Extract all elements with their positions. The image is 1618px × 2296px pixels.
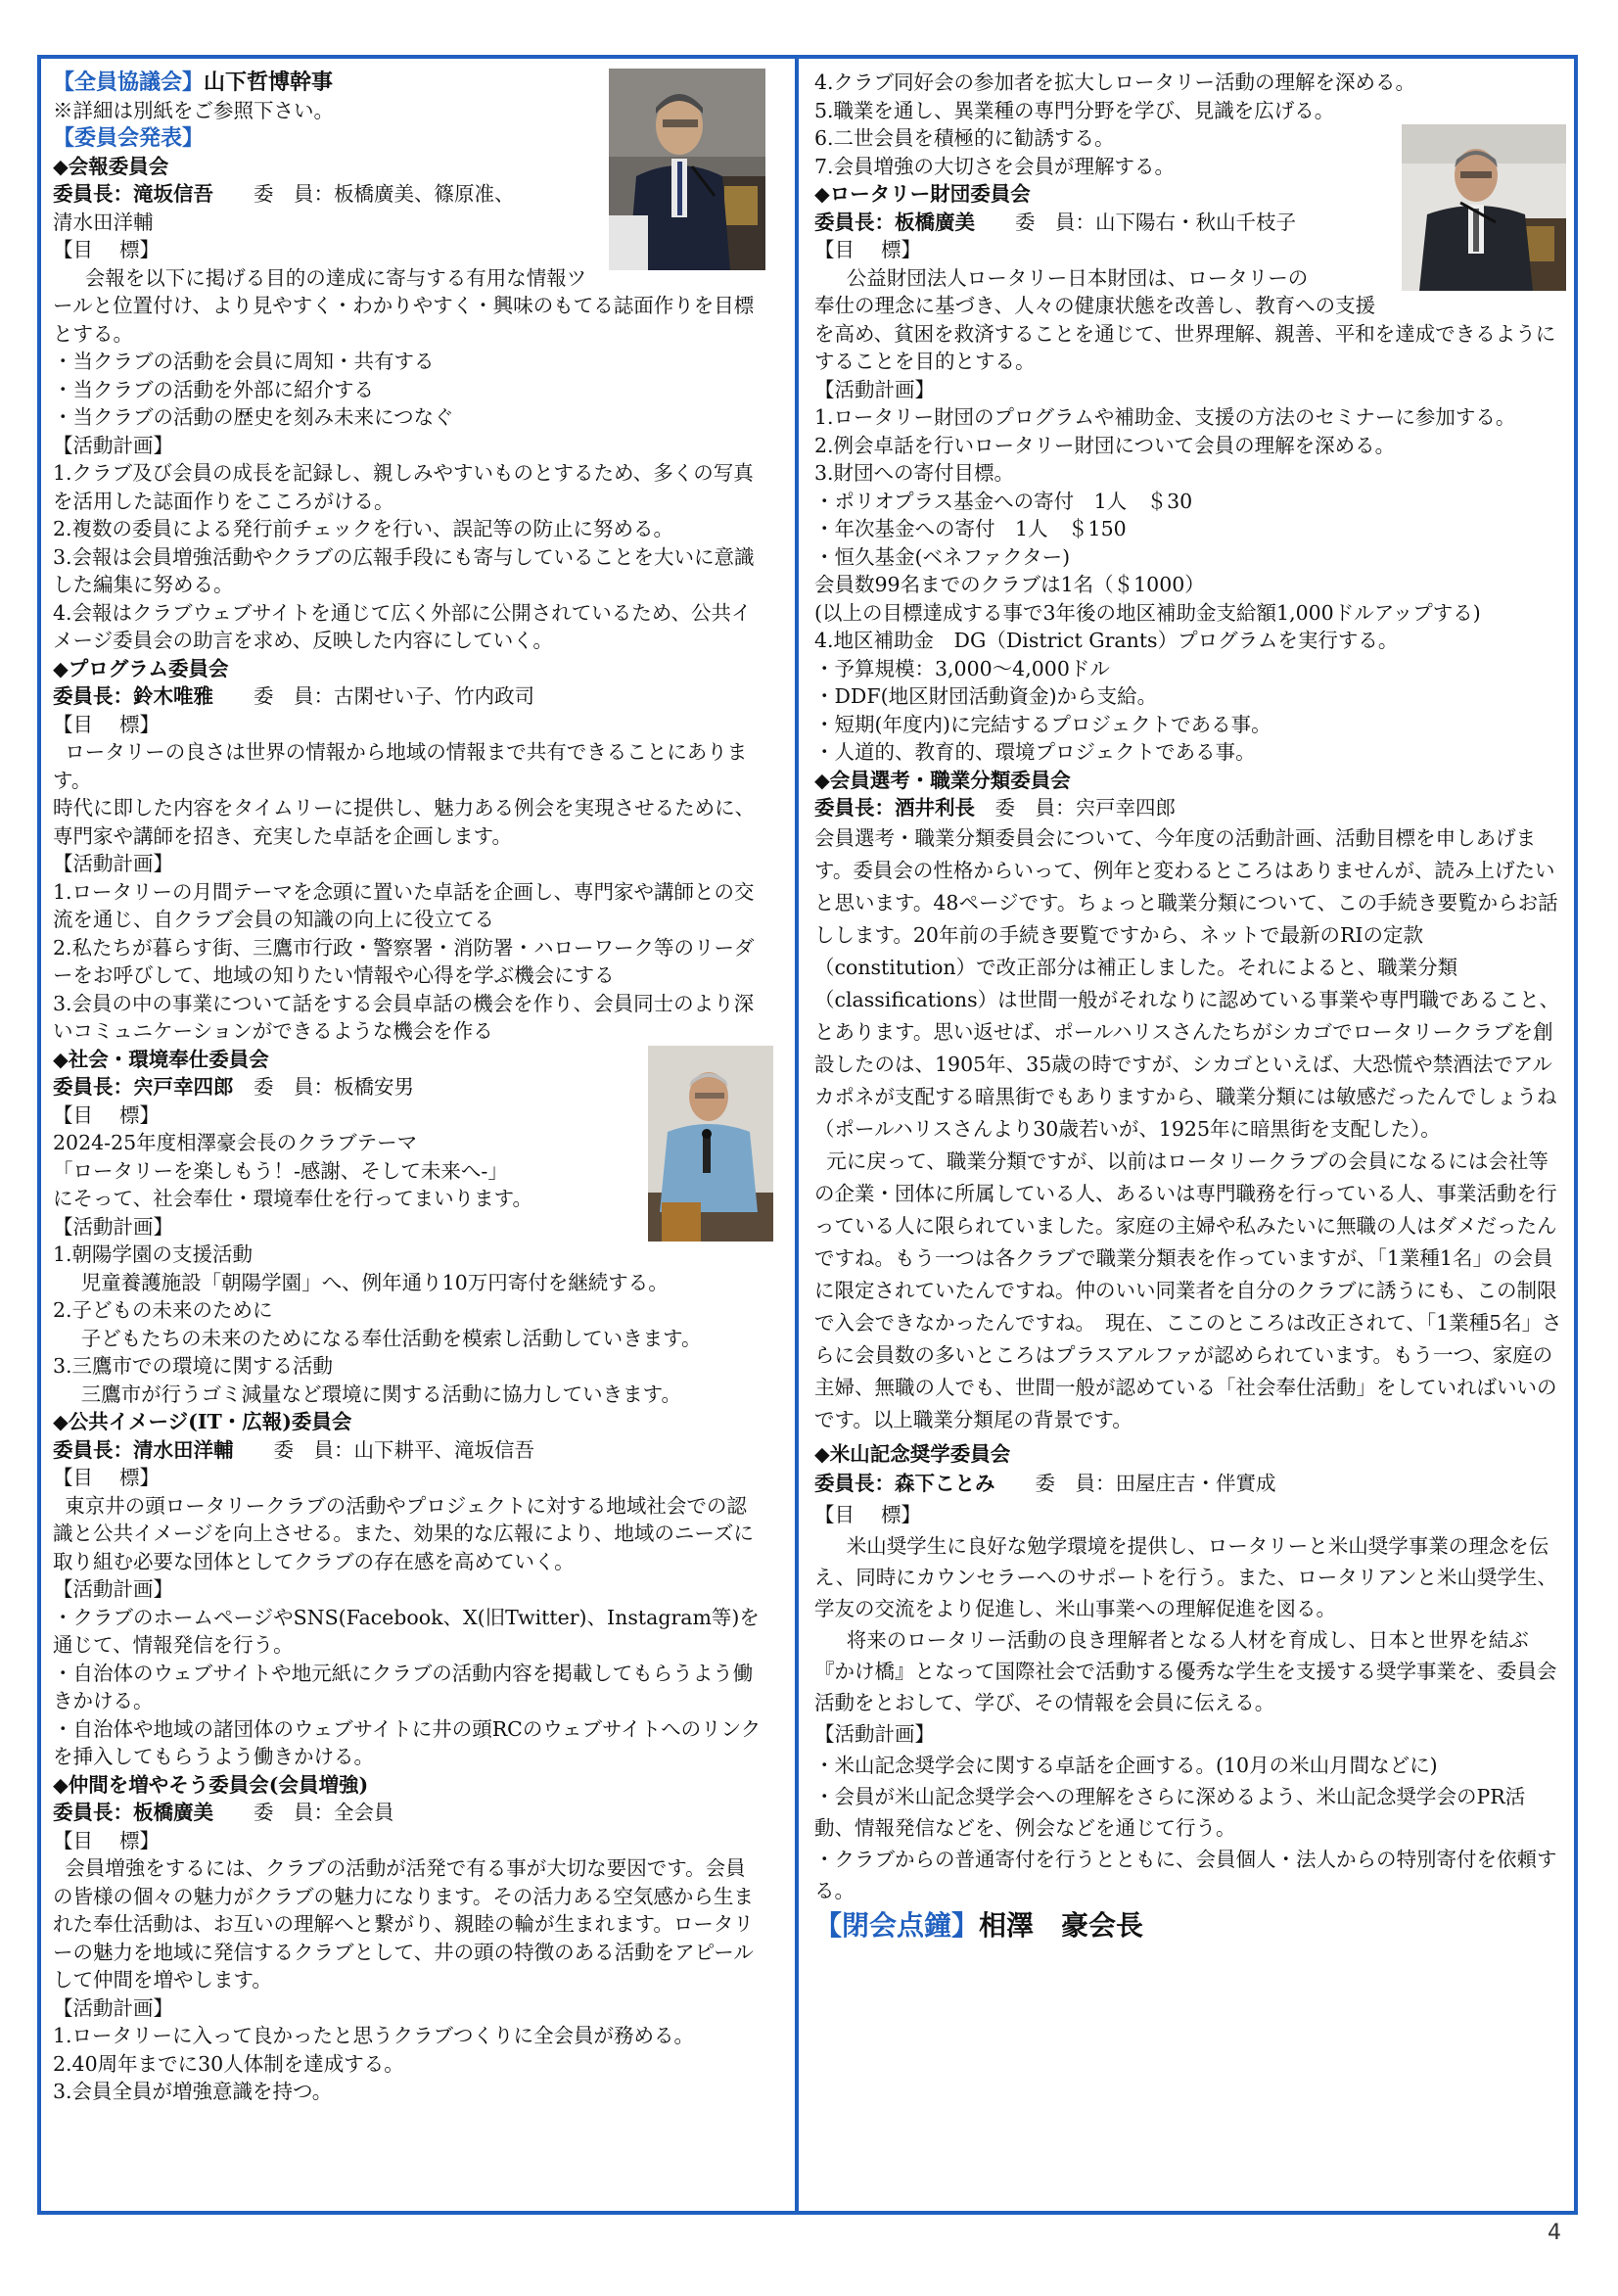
yoneyama-plan-item: ・会員が米山記念奨学会への理解をさらに深めるよう、米山記念奨学会のPR活動、情報発信などを、例会などを通じて行う。 xyxy=(814,1785,1526,1840)
member-chair: 委員長：板橋廣美 xyxy=(53,1801,213,1824)
program-goal-1: ロータリーの良さは世界の情報から地域の情報まで共有できることにあります。 xyxy=(53,740,748,792)
program-plan-item: 2.私たちが暮らす街、三鷹市行政・警察署・消防署・ハローワーク等のリーダーをお呼びして、地域の知りたい情報や心得を学ぶ機会にする xyxy=(53,935,755,987)
foundation-goal-label: 【目 標】 xyxy=(814,238,922,261)
foundation-plan-item: ・DDF(地区財団活動資金)から支給。 xyxy=(814,684,1158,708)
member-plan-item: 1.ロータリーに入って良かったと思うクラブつくりに全会員が務める。 xyxy=(53,2024,695,2047)
member-plan-item: 5.職業を通し、異業種の専門分野を学び、見識を広げる。 xyxy=(814,98,1335,122)
kaiho-plan-item: 2.複数の委員による発行前チェックを行い、誤記等の防止に努める。 xyxy=(53,517,673,540)
kaiho-plan-item: 1.クラブ及び会員の成長を記録し、親しみやすいものとするため、多くの写真を活用した誌面作りをこころがける。 xyxy=(53,461,754,513)
yoneyama-plan-label: 【活動計画】 xyxy=(814,1722,935,1746)
yoneyama-chair: 委員長：森下ことみ xyxy=(814,1472,995,1495)
photo-speaker-itabashi xyxy=(1402,124,1566,291)
member-plan-item: 3.会員全員が増強意識を持つ。 xyxy=(53,2080,333,2103)
yoneyama-goal-2: 将来のロータリー活動の良き理解者となる人材を育成し、日本と世界を結ぶ『かけ橋』となって国際社会で活動する優秀な学生を支援する奨学事業を、委員会活動をとおして、学び、その情報を会員に伝える。 xyxy=(814,1628,1557,1714)
program-chair: 委員長：鈴木唯雅 xyxy=(53,684,213,708)
program-plan-label: 【活動計画】 xyxy=(53,852,173,875)
foundation-plan-item: ・年次基金への寄付 1人 ＄150 xyxy=(814,517,1127,540)
social-plan-1: 1.朝陽学園の支援活動 xyxy=(53,1242,254,1266)
foundation-plan-item: 会員数99名までのクラブは1名（＄1000） xyxy=(814,573,1205,596)
program-plan-item: 3.会員の中の事業について話をする会員卓話の機会を作り、会員同士のより深いコミュニケーションができるような機会を作る xyxy=(53,991,755,1043)
member-goal-label: 【目 標】 xyxy=(53,1828,161,1852)
social-chair: 委員長：宍戸幸四郎 xyxy=(53,1075,234,1099)
kaiho-plan-item: 4.会報はクラブウェブサイトを通じて広く外部に公開されているため、公共イメージ委員会の助言を求め、反映した内容にしていく。 xyxy=(53,600,752,652)
kaiho-bullet: ・当クラブの活動を会員に周知・共有する xyxy=(53,350,435,373)
public-title: ◆公共イメージ(IT・広報)委員会 xyxy=(53,1410,352,1433)
member-plan-item: 6.二世会員を積極的に勧誘する。 xyxy=(814,126,1115,150)
social-plan-label: 【活動計画】 xyxy=(53,1214,173,1239)
closing-speaker: 相澤 豪会長 xyxy=(979,1909,1144,1942)
public-plan-label: 【活動計画】 xyxy=(53,1577,173,1601)
public-plan-item: ・クラブのホームページやSNS(Facebook、X(旧Twitter)、Instagram等)を通じて、情報発信を行う。 xyxy=(53,1605,760,1657)
left-column xyxy=(53,69,765,2106)
yoneyama-goal-label: 【目 標】 xyxy=(814,1503,922,1526)
kaiho-goal-label: 【目 標】 xyxy=(53,238,161,261)
column-divider xyxy=(795,55,799,2215)
kaiho-plan-item: 3.会報は会員増強活動やクラブの広報手段にも寄与していることを大いに意識した編集に努める。 xyxy=(53,544,755,596)
yoneyama-members: 委 員：田屋庄吉・伴實成 xyxy=(1035,1472,1276,1495)
opening-speaker: 山下哲博幹事 xyxy=(204,70,334,95)
program-title: ◆プログラム委員会 xyxy=(53,656,229,680)
foundation-goal-1: 公益財団法人ロータリー日本財団は、ロータリーの xyxy=(846,265,1309,290)
kaiho-bullet: ・当クラブの活動の歴史を刻み未来につなぐ xyxy=(53,405,454,429)
program-plan-item: 1.ロータリーの月間テーマを念頭に置いた卓話を企画し、専門家や講師との交流を通じ、自クラブ会員の知識の向上に役立てる xyxy=(53,879,755,931)
kaiho-members: 委 員：板橋廣美、篠原准、 xyxy=(254,182,515,206)
program-goal-2: 時代に即した内容をタイムリーに提供し、魅力ある例会を実現させるために、専門家や講師を招き、充実した卓話を企画します。 xyxy=(53,796,756,848)
program-goal-label: 【目 標】 xyxy=(53,712,161,736)
social-goal-3: にそって、社会奉仕・環境奉仕を行ってまいります。 xyxy=(53,1187,532,1210)
photo-speaker-yamashita xyxy=(609,69,765,270)
opening-head: 【全員協議会】 xyxy=(53,70,205,95)
photo-speaker-shishido xyxy=(648,1046,773,1242)
public-members: 委 員：山下耕平、滝坂信吾 xyxy=(273,1437,534,1462)
member-title: ◆仲間を増やそう委員会(会員増強) xyxy=(53,1772,369,1797)
foundation-plan-item: 1.ロータリー財団のプログラムや補助金、支援の方法のセミナーに参加する。 xyxy=(814,405,1516,429)
foundation-plan-item: (以上の目標達成する事で3年後の地区補助金支給額1,000ドルアップする) xyxy=(814,600,1481,625)
social-goal-2: 「ロータリーを楽しもう！-感謝、そして未来へ-」 xyxy=(53,1158,508,1183)
foundation-chair: 委員長：板橋廣美 xyxy=(814,210,975,234)
social-plan-2: 2.子どもの未来のために xyxy=(53,1298,273,1322)
selection-paragraph-2: 元に戻って、職業分類ですが、以前はロータリークラブの会員になるには会社等の企業・団体に所属している人、あるいは専門職務を行っている人、事業活動を行っている人に限られていました。家庭の主婦や私みたいに無職の人はダメだったんですね。もう一つは各クラブで職業分類表を作っていますが、「1業種1名」の会員に限定されていたんですね。仲のいい同業者を自分のクラブに誘うにも、この制限で入会できなかったんですね。 現在、ここのところは改正されて、「1業種5名」さらに会員数の多いところはプラスアルファが認められています。もう一つ、家庭の主婦、無職の人でも、世間一般が認めている「社会奉仕活動」をしていればいいのです。以上職業分類尾の背景です。 xyxy=(814,1148,1562,1431)
yoneyama-plan-item: ・米山記念奨学会に関する卓話を企画する。(10月の米山月間などに) xyxy=(814,1754,1438,1777)
social-plan-2-detail: 子どもたちの未来のためになる奉仕活動を模索し活動していきます。 xyxy=(80,1326,702,1350)
member-members: 委 員：全会員 xyxy=(254,1801,394,1824)
foundation-goal-2: 奉仕の理念に基づき、人々の健康状態を改善し、教育への支援を高め、貧困を救済することを通じて、世界理解、親善、平和を達成できるようにすることを目的とする。 xyxy=(814,294,1556,373)
yoneyama-plan-item: ・クラブからの普通寄付を行うとともに、会員個人・法人からの特別寄付を依頼する。 xyxy=(814,1848,1557,1902)
foundation-plan-item: ・人道的、教育的、環境プロジェクトである事。 xyxy=(814,740,1256,764)
foundation-plan-item: 3.財団への寄付目標。 xyxy=(814,461,1015,485)
closing-head: 【閉会点鐘】 xyxy=(814,1909,980,1942)
yoneyama-title: ◆米山記念奨学委員会 xyxy=(814,1441,1011,1466)
social-plan-3-detail: 三鷹市が行うゴミ減量など環境に関する活動に協力していきます。 xyxy=(80,1382,682,1406)
right-column xyxy=(814,69,1577,1942)
kaiho-bullet: ・当クラブの活動を外部に紹介する xyxy=(53,377,374,401)
social-title: ◆社会・環境奉仕委員会 xyxy=(53,1047,269,1071)
selection-paragraph-1: 会員選考・職業分類委員会について、今年度の活動計画、活動目標を申しあげます。委員会の性格からいって、例年と変わるところはありませんが、読み上げたいと思います。48ページです。ちょっと職業分類について、この手続き要覧からお話しします。20年前の手続き要覧ですから、ネットで最新のRIの定款（constitution）で改正部分は補正しました。それによると、職業分類（classifications）は世間一般がそれなりに認めている事業や専門職であること、とあります。思い返せば、ポールハリスさんたちがシカゴでロータリークラブを創設したのは、1905年、35歳の時ですが、シカゴといえば、大恐慌や禁酒法でアルカポネが支配する暗黒街でもありますから、職業分類には敏感だったんでしょうね （ポールハリスさんより30歳若いが、1925年に暗黒街を支配した）。 xyxy=(814,825,1577,1141)
foundation-members: 委 員：山下陽右・秋山千枝子 xyxy=(1015,210,1296,234)
kaiho-members-cont: 清水田洋輔 xyxy=(53,210,154,234)
member-plan-label: 【活動計画】 xyxy=(53,1995,173,2020)
yoneyama-goal-1: 米山奨学生に良好な勉学環境を提供し、ロータリーと米山奨学事業の理念を伝え、同時にカウンセラーへのサポートを行う。また、ロータリアンと米山奨学生、学友の交流をより促進し、米山事業への理解促進を図る。 xyxy=(814,1534,1557,1620)
public-goal: 東京井の頭ロータリークラブの活動やプロジェクトに対する地域社会での認識と公共イメージを向上させる。また、効果的な広報により、地域のニーズに取り組む必要な団体としてクラブの存在感を高めていく。 xyxy=(53,1493,754,1573)
foundation-plan-item: 4.地区補助金 DG（District Grants）プログラムを実行する。 xyxy=(814,629,1399,652)
foundation-plan-item: ・短期(年度内)に完結するプロジェクトである事。 xyxy=(814,712,1271,736)
program-members: 委 員：古閑せい子、竹内政司 xyxy=(254,684,534,708)
kaiho-chair: 委員長：滝坂信吾 xyxy=(53,182,213,206)
selection-title: ◆会員選考・職業分類委員会 xyxy=(814,768,1071,792)
kaiho-plan-label: 【活動計画】 xyxy=(53,433,173,457)
member-plan-item: 2.40周年までに30人体制を達成する。 xyxy=(53,2051,404,2076)
foundation-plan-item: ・ポリオプラス基金への寄付 1人 ＄30 xyxy=(814,489,1193,513)
social-goal-label: 【目 標】 xyxy=(53,1102,161,1127)
foundation-plan-item: 2.例会卓話を行いロータリー財団について会員の理解を深める。 xyxy=(814,433,1396,457)
selection-members: 委 員：宍戸幸四郎 xyxy=(994,796,1176,820)
opening-note: ※詳細は別紙をご参照下さい。 xyxy=(53,98,334,122)
social-goal-1: 2024-25年度相澤豪会長のクラブテーマ xyxy=(53,1131,418,1154)
public-goal-label: 【目 標】 xyxy=(53,1466,161,1489)
public-plan-item: ・自治体や地域の諸団体のウェブサイトに井の頭RCのウェブサイトへのリンクを挿入してもらうよう働きかける。 xyxy=(53,1716,762,1768)
foundation-plan-item: ・予算規模：3,000～4,000ドル xyxy=(814,656,1110,680)
kaiho-goal: 会報を以下に掲げる目的の達成に寄与する有用な情報ツールと位置付け、より見やすく・わかりやすく・興味のもてる誌面作りを目標とする。 xyxy=(53,265,755,346)
foundation-plan-label: 【活動計画】 xyxy=(814,377,935,401)
member-plan-item: 4.クラブ同好会の参加者を拡大しロータリー活動の理解を深める。 xyxy=(814,70,1416,94)
social-members: 委 員：板橋安男 xyxy=(254,1075,414,1099)
selection-chair: 委員長：酒井利長 xyxy=(814,796,975,820)
foundation-plan-item: ・恒久基金(ベネファクター) xyxy=(814,544,1071,569)
foundation-title: ◆ロータリー財団委員会 xyxy=(814,182,1031,206)
member-goal: 会員増強をするには、クラブの活動が活発で有る事が大切な要因です。会員の皆様の個々の魅力がクラブの魅力になります。その活力ある空気感から生まれた奉仕活動は、お互いの理解へと繋がり、親睦の輪が生まれます。ロータリーの魅力を地域に発信するクラブとして、井の頭の特徴のある活動をアピールして仲間を増やします。 xyxy=(53,1856,754,1991)
committee-head: 【委員会発表】 xyxy=(53,125,205,151)
public-plan-item: ・自治体のウェブサイトや地元紙にクラブの活動内容を掲載してもらうよう働きかける。 xyxy=(53,1661,754,1712)
social-plan-3: 3.三鷹市での環境に関する活動 xyxy=(53,1354,334,1378)
member-plan-item: 7.会員増強の大切さを会員が理解する。 xyxy=(814,154,1176,178)
public-chair: 委員長：清水田洋輔 xyxy=(53,1437,234,1462)
page-number: 4 xyxy=(1548,2221,1561,2245)
social-plan-1-detail: 児童養護施設「朝陽学園」へ、例年通り10万円寄付を継続する。 xyxy=(80,1270,669,1294)
kaiho-title: ◆会報委員会 xyxy=(53,154,169,178)
